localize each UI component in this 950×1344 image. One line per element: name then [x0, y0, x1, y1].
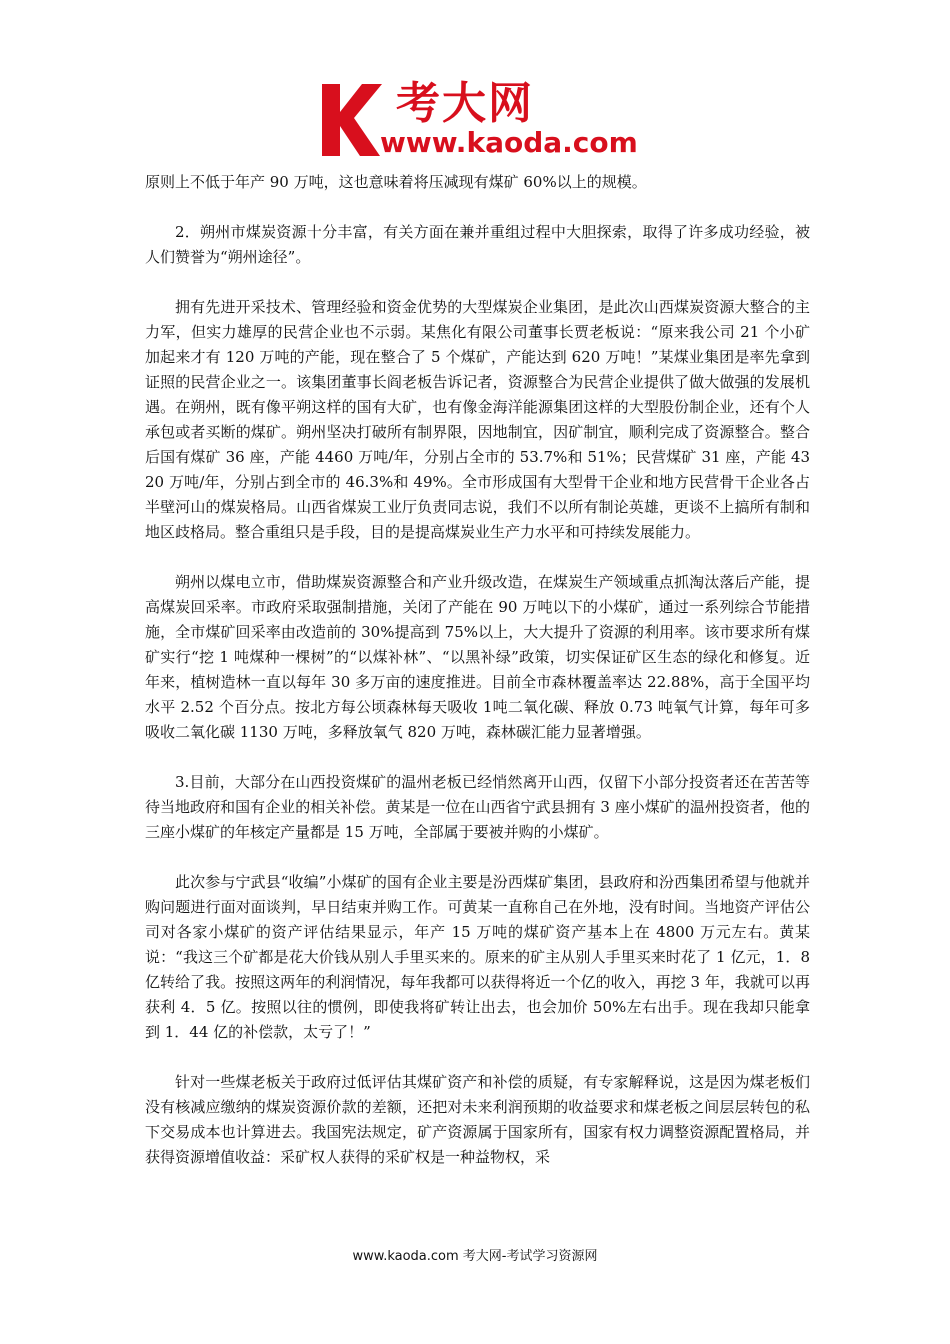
logo-chinese-name: 考大网 — [396, 78, 534, 129]
kaoda-logo — [318, 78, 638, 160]
page-footer: www.kaoda.com 考大网-考试学习资源网 — [352, 1249, 598, 1264]
paragraph-4: 朔州以煤电立市，借助煤炭资源整合和产业升级改造，在煤炭生产领域重点抓淘汰落后产能，提高煤炭回采率。市政府采取强制措施，关闭了产能在 90 万吨以下的小煤矿，通过一系列综合节能措施，全市煤矿回采率由改造前的 30%提高到 75%以上，大大提升了资源的利用率。该市要求所有煤矿实行“挖 1 吨煤种一棵树”的“以煤补林”、“以黑补绿”政策，切实保证矿区生态的绿化和修复。近年来，植树造林一直以每年 30 多万亩的速度推进。目前全市森林覆盖率达 22.88%，高于全国平均水平 2.52 个百分点。按北方每公顷森林每天吸收 1吨二氧化碳、释放 0.73 吨氧气计算，每年可多吸收二氧化碳 1130 万吨，多释放氧气 820 万吨，森林碳汇能力显著增强。 — [145, 573, 810, 741]
paragraph-5: 3.目前，大部分在山西投资煤矿的温州老板已经悄然离开山西，仅留下小部分投资者还在苦苦等待当地政府和国有企业的相关补偿。黄某是一位在山西省宁武县拥有 3 座小煤矿的温州投资者，他的三座小煤矿的年核定产量都是 15 万吨，全部属于要被并购的小煤矿。 — [145, 773, 810, 841]
paragraph-7: 针对一些煤老板关于政府过低评估其煤矿资产和补偿的质疑，有专家解释说，这是因为煤老板们没有核减应缴纳的煤炭资源价款的差额，还把对未来利润预期的收益要求和煤老板之间层层转包的私下交易成本也计算进去。我国宪法规定，矿产资源属于国家所有，国家有权力调整资源配置格局，并获得资源增值收益：采矿权人获得的采矿权是一种益物权，采 — [145, 1073, 810, 1166]
logo-url: www.kaoda.com — [380, 126, 638, 159]
article-body — [145, 170, 810, 1195]
paragraph-2: 2．朔州市煤炭资源十分丰富，有关方面在兼并重组过程中大胆探索，取得了许多成功经验，被人们赞誉为“朔州途径”。 — [145, 223, 810, 266]
paragraph-6: 此次参与宁武县“收编”小煤矿的国有企业主要是汾西煤矿集团，县政府和汾西集团希望与他就并购问题进行面对面谈判，早日结束并购工作。可黄某一直称自己在外地，没有时间。当地资产评估公司对各家小煤矿的资产评估结果显示，年产 15 万吨的煤矿资产基本上在 4800 万元左右。黄某说：“我这三个矿都是花大价钱从别人手里买来的。原来的矿主从别人手里买来时花了 1 亿元，1．8 亿转给了我。按照这两年的利润情况，每年我都可以获得将近一个亿的收入，再挖 3 年，我就可以再获利 4．5 亿。按照以往的惯例，即使我将矿转让出去，也会加价 50%左右出手。现在我却只能拿到 1．44 亿的补偿款，太亏了！” — [145, 873, 810, 1041]
paragraph-1: 原则上不低于年产 90 万吨，这也意味着将压减现有煤矿 60%以上的规模。 — [145, 173, 647, 191]
k-logo-icon — [318, 78, 388, 160]
paragraph-3: 拥有先进开采技术、管理经验和资金优势的大型煤炭企业集团，是此次山西煤炭资源大整合的主力军，但实力雄厚的民营企业也不示弱。某焦化有限公司董事长贾老板说：“原来我公司 21 个小矿加起来才有 120 万吨的产能，现在整合了 5 个煤矿，产能达到 620 万吨！”某煤业集团是率先拿到证照的民营企业之一。该集团董事长阎老板告诉记者，资源整合为民营企业提供了做大做强的发展机遇。在朔州，既有像平朔这样的国有大矿，也有像金海洋能源集团这样的大型股份制企业，还有个人承包或者买断的煤矿。朔州坚决打破所有制界限，因地制宜，因矿制宜，顺利完成了资源整合。整合后国有煤矿 36 座，产能 4460 万吨/年，分别占全市的 53.7%和 51%；民营煤矿 31 座，产能 4320 万吨/年，分别占到全市的 46.3%和 49%。全市形成国有大型骨干企业和地方民营骨干企业各占半壁河山的煤炭格局。山西省煤炭工业厅负责同志说，我们不以所有制论英雄，更谈不上搞所有制和地区歧格局。整合重组只是手段，目的是提高煤炭业生产力水平和可持续发展能力。 — [145, 298, 810, 541]
